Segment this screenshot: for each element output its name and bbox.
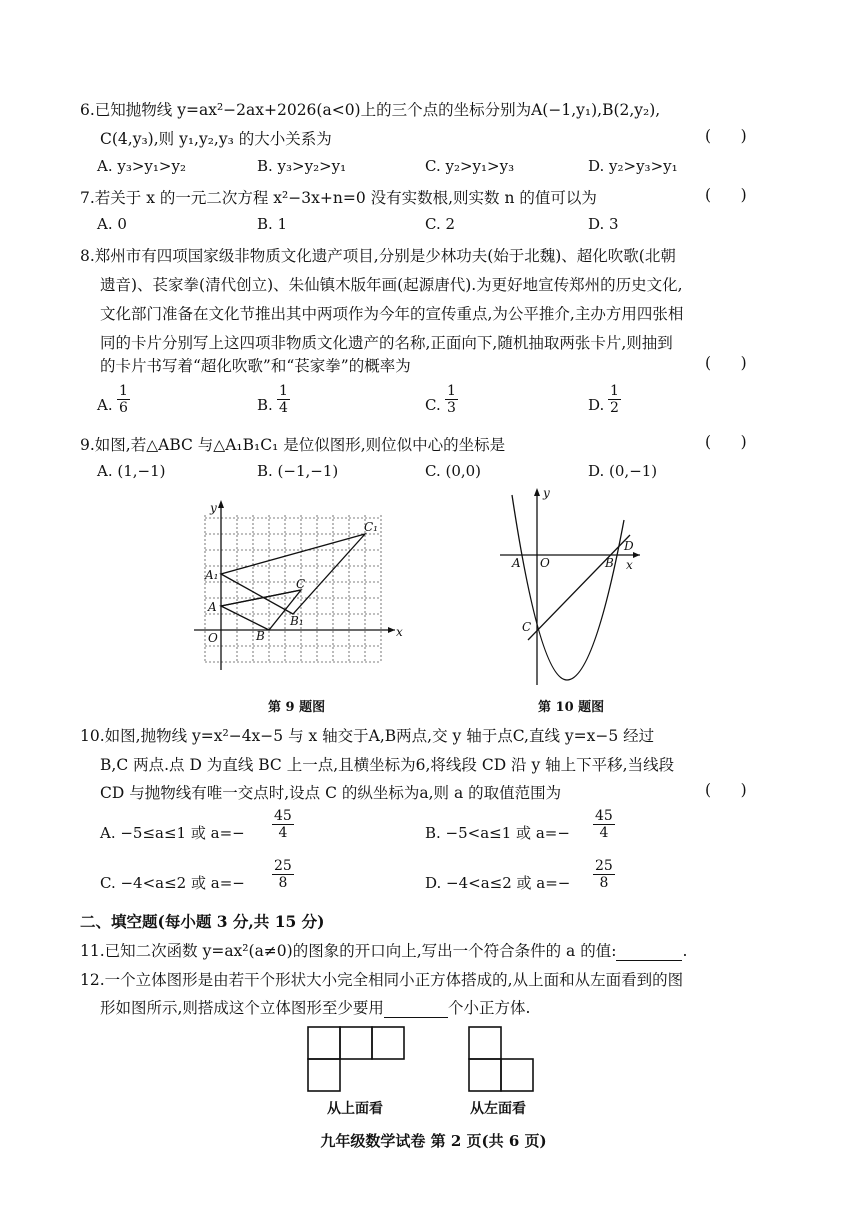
fig9-a1-label: A₁ — [205, 568, 219, 582]
q10-line3: CD 与抛物线有唯一交点时,设点 C 的纵坐标为a,则 a 的取值范围为 — [100, 784, 562, 802]
q8-option-b-label: B. — [257, 396, 273, 414]
q7-answer-paren: ( ) — [705, 186, 747, 204]
q10-option-d-fraction: $\frac{25}{8}$ — [595, 858, 613, 891]
q8-option-d-fraction: $\frac{1}{2}$ — [610, 383, 619, 416]
q12-text-b: 个小正方体. — [447, 999, 531, 1017]
fig9-y-label: y — [210, 501, 217, 515]
q8-option-a-label: A. — [97, 396, 113, 414]
left-view-square — [469, 1027, 501, 1059]
q9-option-c: C. (0,0) — [425, 462, 482, 480]
q7-option-c: C. 2 — [425, 215, 456, 233]
fig10-y-label: y — [543, 486, 550, 500]
q11-end: . — [682, 942, 688, 960]
left-view-caption: 从左面看 — [470, 1101, 526, 1117]
fig9-x-label: x — [396, 625, 403, 639]
fig9-origin-label: O — [208, 631, 218, 645]
q7-option-a: A. 0 — [97, 215, 127, 233]
q10-option-a-fraction: $\frac{45}{4}$ — [274, 808, 292, 841]
q10-option-a: A. −5≤a≤1 或 a=− — [100, 824, 245, 842]
page-footer: 九年级数学试卷 第 2 页(共 6 页) — [320, 1132, 547, 1150]
top-view-square — [340, 1027, 372, 1059]
q12-line2 — [100, 996, 530, 1018]
q11-text: 11.已知二次函数 y=ax²(a≠0)的图象的开口向上,写出一个符合条件的 a 的值: — [80, 942, 617, 960]
fig10-a-label: A — [512, 556, 521, 570]
q6-option-b: B. y₃>y₂>y₁ — [257, 157, 347, 175]
q10-answer-paren: ( ) — [705, 781, 747, 799]
q10-option-d: D. −4<a≤2 或 a=− — [425, 874, 571, 892]
fig9-b1-label: B₁ — [290, 614, 304, 628]
q7-option-d: D. 3 — [588, 215, 619, 233]
figure-10-caption: 第 10 题图 — [538, 700, 605, 715]
q11-answer-blank[interactable] — [616, 942, 682, 961]
q9-answer-paren: ( ) — [705, 433, 747, 451]
q6-option-d: D. y₂>y₃>y₁ — [588, 157, 678, 175]
q12-line1: 12.一个立体图形是由若干个形状大小完全相同小正方体搭成的,从上面和从左面看到的图 — [80, 971, 684, 989]
top-view-square — [372, 1027, 404, 1059]
fig10-d-label: D — [624, 539, 634, 553]
top-view-caption: 从上面看 — [327, 1101, 383, 1117]
q8-line5: 的卡片书写着“超化吹歌”和“苌家拳”的概率为 — [100, 357, 411, 375]
figure-10-parabola-diagram — [500, 485, 650, 690]
q8-answer-paren: ( ) — [705, 354, 747, 372]
q7-line1: 7.若关于 x 的一元二次方程 x²−3x+n=0 没有实数根,则实数 n 的值可以为 — [80, 189, 597, 207]
q10-option-c: C. −4<a≤2 或 a=− — [100, 874, 245, 892]
fig9-c-label: C — [296, 577, 306, 591]
q10-line2: B,C 两点.点 D 为直线 BC 上一点,且横坐标为6,将线段 CD 沿 y 轴上下平移,当线段 — [100, 756, 675, 774]
q8-line1: 8.郑州市有四项国家级非物质文化遗产项目,分别是少林功夫(始于北魏)、超化吹歌(北朝 — [80, 247, 676, 265]
q6-line2: C(4,y₃),则 y₁,y₂,y₃ 的大小关系为 — [100, 130, 332, 148]
fig10-x-label: x — [626, 558, 633, 572]
q7-option-b: B. 1 — [257, 215, 288, 233]
fig10-c-label: C — [522, 620, 532, 634]
q9-option-d: D. (0,−1) — [588, 462, 658, 480]
q9-line1: 9.如图,若△ABC 与△A₁B₁C₁ 是位似图形,则位似中心的坐标是 — [80, 436, 506, 454]
q8-option-c-fraction: $\frac{1}{3}$ — [447, 383, 456, 416]
q6-option-c: C. y₂>y₁>y₃ — [425, 157, 515, 175]
fig10-b-label: B — [605, 556, 614, 570]
q12-text-a: 形如图所示,则搭成这个立体图形至少要用 — [100, 999, 384, 1017]
q9-option-a: A. (1,−1) — [97, 462, 166, 480]
q8-line2: 遗音)、苌家拳(清代创立)、朱仙镇木版年画(起源唐代).为更好地宣传郑州的历史文化, — [100, 276, 683, 294]
q10-option-b: B. −5<a≤1 或 a=− — [425, 824, 570, 842]
q6-answer-paren: ( ) — [705, 127, 747, 145]
q8-line3: 文化部门准备在文化节推出其中两项作为今年的宣传重点,为公平推介,主办方用四张相 — [100, 305, 684, 323]
q12-answer-blank[interactable] — [384, 999, 448, 1018]
q10-option-c-fraction: $\frac{25}{8}$ — [274, 858, 292, 891]
q11-line1 — [80, 939, 687, 961]
top-view-square — [308, 1027, 340, 1059]
fig10-origin-label: O — [540, 556, 550, 570]
q6-option-a: A. y₃>y₁>y₂ — [97, 157, 186, 175]
q8-option-a-fraction: $\frac{1}{6}$ — [119, 383, 128, 416]
section-2-heading: 二、填空题(每小题 3 分,共 15 分) — [80, 912, 325, 931]
q8-option-b-fraction: $\frac{1}{4}$ — [279, 383, 288, 416]
fig9-a-label: A — [208, 600, 217, 614]
fig9-b-label: B — [256, 629, 265, 643]
q9-option-b: B. (−1,−1) — [257, 462, 339, 480]
figure-9-grid-diagram — [190, 490, 410, 680]
left-view-square — [501, 1059, 533, 1091]
q8-line4: 同的卡片分别写上这四项非物质文化遗产的名称,正面向下,随机抽取两张卡片,则抽到 — [100, 334, 673, 352]
top-view-square — [308, 1059, 340, 1091]
left-view-square — [469, 1059, 501, 1091]
q10-line1: 10.如图,抛物线 y=x²−4x−5 与 x 轴交于A,B两点,交 y 轴于点C,直线 y=x−5 经过 — [80, 727, 655, 745]
q8-option-c-label: C. — [425, 396, 441, 414]
q8-option-d-label: D. — [588, 396, 605, 414]
fig9-c1-label: C₁ — [364, 520, 378, 534]
q6-line1: 6.已知抛物线 y=ax²−2ax+2026(a<0)上的三个点的坐标分别为A(−1,y₁),B(2,y₂), — [80, 101, 661, 119]
figure-12-views — [305, 1024, 535, 1094]
figure-9-caption: 第 9 题图 — [268, 700, 326, 715]
q10-option-b-fraction: $\frac{45}{4}$ — [595, 808, 613, 841]
